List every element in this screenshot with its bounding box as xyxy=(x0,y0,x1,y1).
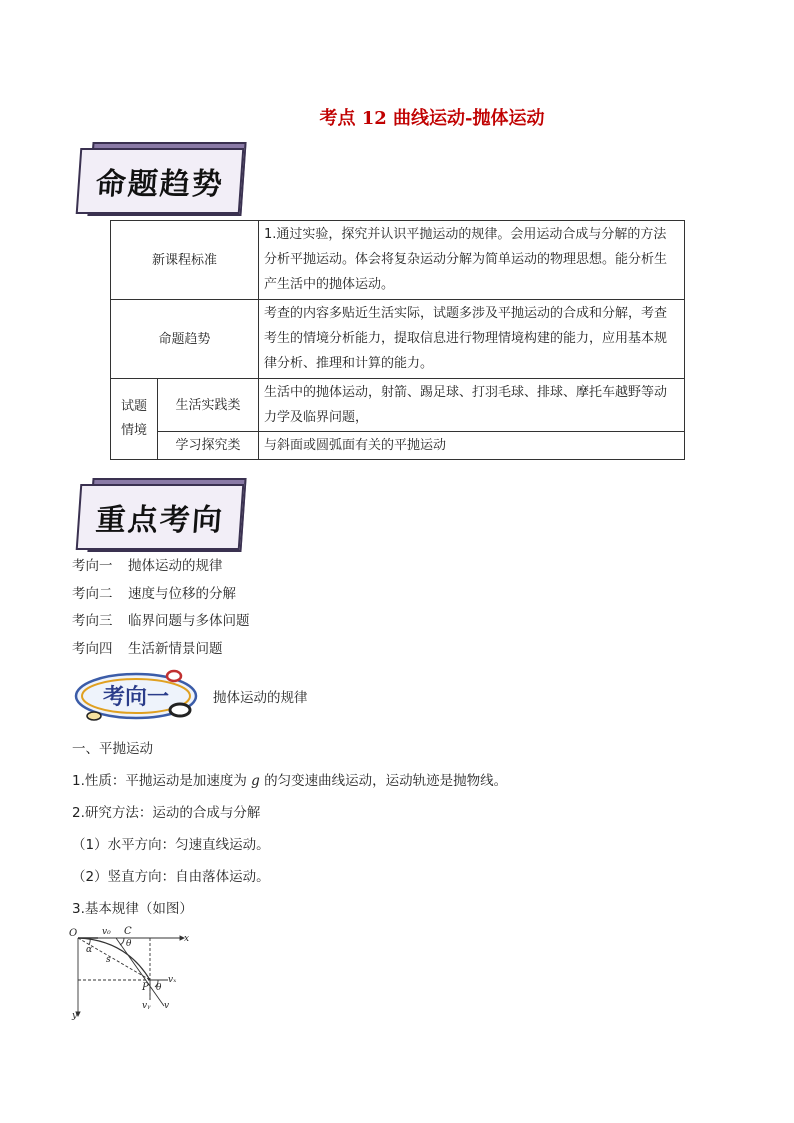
topic-text: 速度与位移的分解 xyxy=(128,585,236,602)
paragraph: （2）竖直方向：自由落体运动。 xyxy=(72,869,270,885)
label-vx: vₓ xyxy=(168,975,177,985)
label-alpha: α xyxy=(86,945,93,955)
topic-text: 生活新情景问题 xyxy=(128,640,223,657)
info-table xyxy=(110,220,685,460)
trend-banner xyxy=(78,142,258,218)
label-theta-top: θ xyxy=(126,939,132,949)
badge-label: 考向一 xyxy=(102,684,170,710)
list-item xyxy=(72,608,250,636)
topic-number: 考向四 xyxy=(72,640,113,657)
topic-badge xyxy=(70,668,210,724)
symbol-g: g xyxy=(251,773,260,789)
table-row xyxy=(111,379,685,432)
label-s: s xyxy=(106,955,111,965)
row-label: 命题趋势 xyxy=(111,300,259,379)
situation-content: 与斜面或圆弧面有关的平抛运动 xyxy=(259,432,685,460)
focus-banner xyxy=(78,478,258,554)
label-theta-bottom: θ xyxy=(156,983,162,993)
label-y: y xyxy=(72,1011,78,1020)
dot-icon xyxy=(87,712,101,720)
label-vy: vᵧ xyxy=(142,1001,151,1011)
badge-text: 抛体运动的规律 xyxy=(213,690,308,706)
paragraph: 2.研究方法：运动的合成与分解 xyxy=(72,805,261,821)
paragraph xyxy=(72,765,507,797)
table-row xyxy=(111,300,685,379)
projectile-diagram xyxy=(68,924,198,1020)
list-item xyxy=(72,553,250,581)
disc-icon xyxy=(170,704,190,716)
banner-label: 命题趋势 xyxy=(76,148,245,214)
list-item xyxy=(72,636,250,664)
situation-type: 生活实践类 xyxy=(158,379,259,432)
topic-number: 考向三 xyxy=(72,613,113,629)
text-span: 1.性质：平抛运动是加速度为 xyxy=(72,773,252,789)
section-heading: 一、平抛运动 xyxy=(72,741,153,757)
label-O: O xyxy=(69,928,78,939)
ring-icon xyxy=(167,671,181,681)
paragraph: 3.基本规律（如图） xyxy=(72,901,193,917)
text-span: 的匀变速曲线运动，运动轨迹是抛物线。 xyxy=(259,773,508,789)
body-text xyxy=(72,733,507,925)
situation-label: 试题情境 xyxy=(111,379,158,460)
label-v0: v₀ xyxy=(102,927,111,937)
topic-list xyxy=(72,553,250,663)
situation-type: 学习探究类 xyxy=(158,432,259,460)
table-row xyxy=(111,432,685,460)
banner-label: 重点考向 xyxy=(76,484,245,550)
topic-text: 抛体运动的规律 xyxy=(128,558,223,574)
label-x: x xyxy=(184,934,190,944)
topic-number: 考向二 xyxy=(72,585,113,602)
paragraph: （1）水平方向：匀速直线运动。 xyxy=(72,837,270,853)
row-content: 考查的内容多贴近生活实际，试题多涉及平抛运动的合成和分解，考查考生的情境分析能力，提取信息进行物理情境构建的能力，应用基本规律分析、推理和计算的能力。 xyxy=(259,300,685,379)
label-P: P xyxy=(142,982,149,993)
situation-content: 生活中的抛体运动，射箭、踢足球、打羽毛球、排球、摩托车越野等动力学及临界问题， xyxy=(259,379,685,432)
topic-text: 临界问题与多体问题 xyxy=(128,613,250,629)
page-title: 考点 12 曲线运动-抛体运动 xyxy=(319,108,545,129)
table-row xyxy=(111,221,685,300)
row-label: 新课程标准 xyxy=(111,221,259,300)
row-content: 1.通过实验，探究并认识平抛运动的规律。会用运动合成与分解的方法分析平抛运动。体会将复杂运动分解为简单运动的物理思想。能分析生产生活中的抛体运动。 xyxy=(259,221,685,300)
topic-number: 考向一 xyxy=(72,558,113,574)
label-v: v xyxy=(164,1001,170,1011)
list-item xyxy=(72,581,250,609)
label-C: C xyxy=(124,926,132,937)
